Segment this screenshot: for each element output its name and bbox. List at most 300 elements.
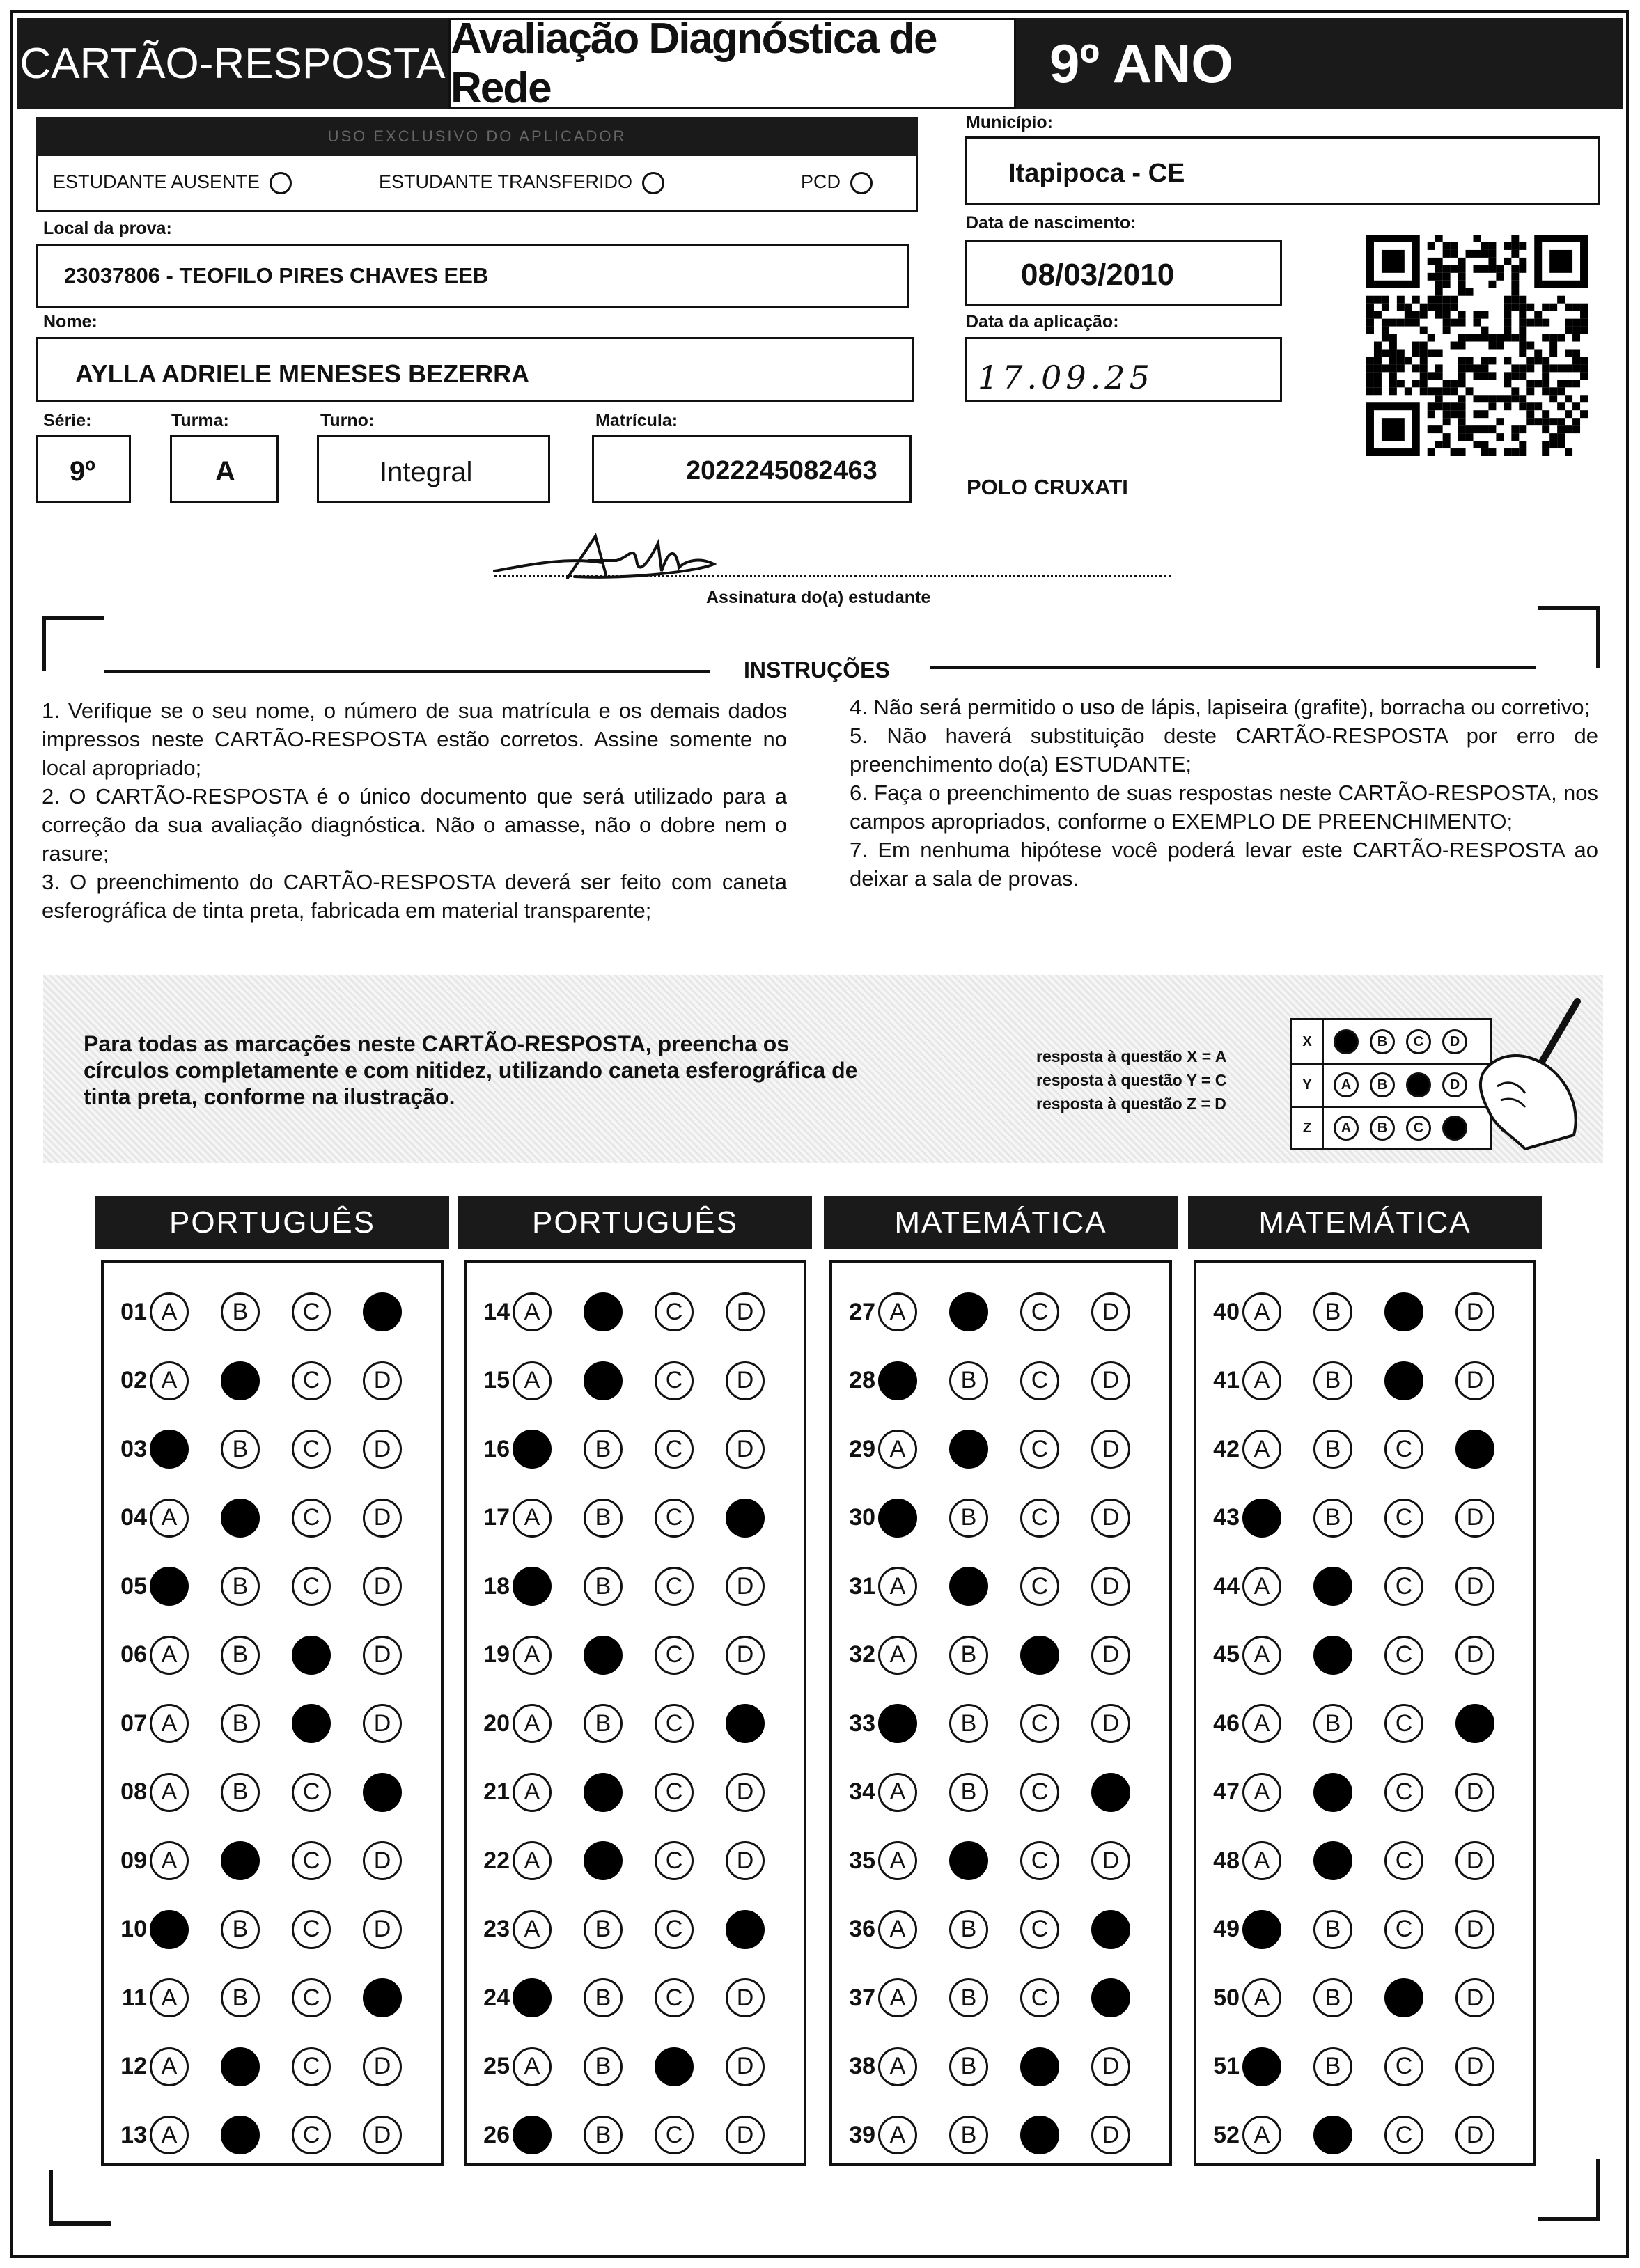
answer-bubble-c[interactable]: C xyxy=(1384,1704,1423,1743)
answer-bubble-d[interactable]: D xyxy=(1455,1292,1494,1331)
answer-bubble-b[interactable]: B xyxy=(584,1430,623,1469)
answer-bubble-d[interactable]: D xyxy=(726,1567,765,1606)
answer-bubble-b[interactable]: B xyxy=(949,1361,988,1400)
answer-options xyxy=(513,1704,765,1743)
answer-bubble-b[interactable]: B xyxy=(1313,1704,1352,1743)
example-bubble xyxy=(1406,1072,1431,1097)
answer-bubble-b[interactable]: B xyxy=(949,1704,988,1743)
instructions-right xyxy=(850,693,1598,893)
question-row xyxy=(102,1292,402,1331)
answer-bubble-a[interactable] xyxy=(513,1978,552,2017)
answer-bubble-a[interactable] xyxy=(150,1430,189,1469)
answer-bubble-b[interactable] xyxy=(584,1773,623,1812)
answer-bubble-c[interactable]: C xyxy=(292,1361,331,1400)
answer-bubble-b[interactable] xyxy=(584,1636,623,1675)
answer-bubble-c[interactable]: C xyxy=(292,2047,331,2086)
question-number: 14 xyxy=(483,1298,510,1325)
answer-options xyxy=(1242,2047,1494,2086)
answer-bubble-c[interactable]: C xyxy=(1384,1430,1423,1469)
answer-bubble-c[interactable] xyxy=(292,1704,331,1743)
answer-bubble-c[interactable]: C xyxy=(1384,1636,1423,1675)
answer-bubble-a[interactable]: A xyxy=(878,1567,917,1606)
answer-bubble-a[interactable] xyxy=(1242,2047,1281,2086)
answer-bubble-c[interactable]: C xyxy=(292,1841,331,1880)
question-row xyxy=(1195,1430,1494,1469)
answer-bubble-c[interactable]: C xyxy=(292,1910,331,1949)
answer-bubble-b[interactable]: B xyxy=(1313,1499,1352,1538)
answer-bubble-c[interactable]: C xyxy=(1384,1910,1423,1949)
answer-bubble-a[interactable]: A xyxy=(1242,1361,1281,1400)
qr-code xyxy=(1366,235,1588,456)
answer-bubble-d[interactable] xyxy=(363,1978,402,2017)
answer-bubble-d[interactable]: D xyxy=(1091,1704,1130,1743)
answer-bubble-c[interactable] xyxy=(1384,1978,1423,2017)
answer-bubble-d[interactable]: D xyxy=(1091,1499,1130,1538)
answer-bubble-b[interactable]: B xyxy=(221,1636,260,1675)
answer-bubble-d[interactable] xyxy=(1455,1430,1494,1469)
example-bubble xyxy=(1442,1116,1467,1141)
question-row xyxy=(1195,1910,1494,1949)
answer-bubble-a[interactable]: A xyxy=(513,1292,552,1331)
corner-bottom-left xyxy=(49,2170,111,2226)
answer-bubble-c[interactable] xyxy=(1020,2047,1059,2086)
answer-bubble-d[interactable]: D xyxy=(1091,1430,1130,1469)
answer-bubble-d[interactable]: D xyxy=(363,2047,402,2086)
answer-bubble-d[interactable]: D xyxy=(1455,1499,1494,1538)
pen-hand-icon xyxy=(1469,996,1588,1156)
answer-bubble-a[interactable]: A xyxy=(150,1704,189,1743)
answer-bubble-c[interactable]: C xyxy=(1020,1978,1059,2017)
answer-bubble-d[interactable]: D xyxy=(1455,2047,1494,2086)
answer-bubble-a[interactable]: A xyxy=(878,1978,917,2017)
question-number: 32 xyxy=(849,1641,875,1668)
answer-bubble-c[interactable]: C xyxy=(655,1978,694,2017)
question-row xyxy=(465,1773,765,1812)
answer-bubble-b[interactable] xyxy=(584,1292,623,1331)
question-number: 09 xyxy=(120,1847,147,1874)
answer-bubble-c[interactable]: C xyxy=(655,1292,694,1331)
answer-bubble-a[interactable]: A xyxy=(150,1978,189,2017)
answer-bubble-a[interactable]: A xyxy=(513,1841,552,1880)
answer-bubble-a[interactable] xyxy=(150,1910,189,1949)
answer-bubble-c[interactable]: C xyxy=(655,1704,694,1743)
answer-bubble-b[interactable]: B xyxy=(1313,1978,1352,2017)
question-row xyxy=(102,1773,402,1812)
answer-bubble-c[interactable]: C xyxy=(655,2116,694,2154)
answer-bubble-b[interactable]: B xyxy=(1313,1430,1352,1469)
answer-options xyxy=(513,1636,765,1675)
answer-bubble-a[interactable]: A xyxy=(878,1292,917,1331)
answer-bubble-c[interactable]: C xyxy=(1020,1841,1059,1880)
answer-bubble-d[interactable]: D xyxy=(726,1636,765,1675)
example-bubble: A xyxy=(1334,1116,1359,1141)
answer-bubble-d[interactable]: D xyxy=(726,1978,765,2017)
example-row-label: Z xyxy=(1292,1106,1324,1150)
answer-bubble-d[interactable]: D xyxy=(726,2116,765,2154)
answer-bubble-c[interactable]: C xyxy=(1020,1292,1059,1331)
example-row xyxy=(1292,1106,1490,1150)
pcd-option[interactable] xyxy=(801,171,873,194)
nascimento-label: Data de nascimento: xyxy=(966,213,1137,233)
answer-bubble-d[interactable] xyxy=(363,1773,402,1812)
question-row xyxy=(831,1978,1130,2017)
answer-bubble-b[interactable]: B xyxy=(949,1910,988,1949)
answer-bubble-b[interactable]: B xyxy=(1313,1910,1352,1949)
answer-bubble-b[interactable] xyxy=(584,1361,623,1400)
answer-bubble-c[interactable]: C xyxy=(292,1773,331,1812)
answer-bubble-d[interactable]: D xyxy=(363,1567,402,1606)
answer-bubble-b[interactable]: B xyxy=(584,1567,623,1606)
answer-bubble-b[interactable] xyxy=(949,1430,988,1469)
answer-bubble-a[interactable] xyxy=(513,2116,552,2154)
answer-options xyxy=(878,1841,1130,1880)
question-number: 37 xyxy=(849,1984,875,2011)
answer-bubble-d[interactable]: D xyxy=(1091,1361,1130,1400)
answer-bubble-d[interactable]: D xyxy=(1091,1636,1130,1675)
answer-options xyxy=(513,1361,765,1400)
answer-bubble-d[interactable]: D xyxy=(1455,1910,1494,1949)
answer-bubble-c[interactable]: C xyxy=(1384,1567,1423,1606)
answer-bubble-d[interactable] xyxy=(726,1910,765,1949)
answer-options xyxy=(150,1430,402,1469)
answer-bubble-b[interactable]: B xyxy=(221,1292,260,1331)
instruction-6: 6. Faça o preenchimento de suas respostas neste CARTÃO-RESPOSTA, nos campos apropriados, conforme o EXEMPLO DE PREENCHIMENTO; xyxy=(850,781,1598,834)
answer-bubble-d[interactable]: D xyxy=(363,1841,402,1880)
answer-bubble-a[interactable]: A xyxy=(1242,1704,1281,1743)
question-row xyxy=(465,1910,765,1949)
matricula-value: 2022245082463 xyxy=(686,456,877,485)
answer-bubble-b[interactable]: B xyxy=(1313,2047,1352,2086)
answer-bubble-d[interactable]: D xyxy=(363,1430,402,1469)
answer-bubble-d[interactable]: D xyxy=(363,1636,402,1675)
question-number: 45 xyxy=(1213,1641,1240,1668)
transferred-radio[interactable] xyxy=(642,172,664,194)
answer-options xyxy=(1242,1292,1494,1331)
answer-bubble-c[interactable]: C xyxy=(655,1841,694,1880)
answer-bubble-b[interactable]: B xyxy=(584,1704,623,1743)
matricula-label: Matrícula: xyxy=(595,411,678,430)
answer-bubble-c[interactable]: C xyxy=(292,1430,331,1469)
answer-bubble-c[interactable]: C xyxy=(1020,1567,1059,1606)
question-number: 06 xyxy=(120,1641,147,1668)
answer-bubble-d[interactable]: D xyxy=(1091,2047,1130,2086)
answer-bubble-c[interactable] xyxy=(1020,2116,1059,2154)
answer-options xyxy=(150,1910,402,1949)
answer-bubble-a[interactable] xyxy=(150,1567,189,1606)
question-row xyxy=(1195,1499,1494,1538)
answer-bubble-d[interactable] xyxy=(1091,1773,1130,1812)
question-row xyxy=(831,1292,1130,1331)
question-number: 31 xyxy=(849,1572,875,1600)
answer-bubble-a[interactable] xyxy=(878,1499,917,1538)
answer-bubble-b[interactable] xyxy=(1313,2116,1352,2154)
answer-bubble-c[interactable]: C xyxy=(1384,2047,1423,2086)
answer-bubble-c[interactable]: C xyxy=(1020,1430,1059,1469)
answer-bubble-a[interactable]: A xyxy=(150,1841,189,1880)
answer-bubble-a[interactable]: A xyxy=(878,1430,917,1469)
answer-bubble-a[interactable]: A xyxy=(878,1636,917,1675)
answer-bubble-a[interactable]: A xyxy=(1242,1567,1281,1606)
answer-bubble-c[interactable]: C xyxy=(655,1361,694,1400)
answer-bubble-d[interactable]: D xyxy=(363,1499,402,1538)
question-number: 03 xyxy=(120,1435,147,1462)
question-row xyxy=(831,1361,1130,1400)
answer-bubble-d[interactable]: D xyxy=(1455,1636,1494,1675)
answer-bubble-a[interactable]: A xyxy=(1242,1292,1281,1331)
answer-bubble-d[interactable]: D xyxy=(1455,1841,1494,1880)
answer-bubble-a[interactable]: A xyxy=(513,2047,552,2086)
answer-bubble-d[interactable]: D xyxy=(726,1292,765,1331)
example-legend xyxy=(1036,1045,1226,1116)
answer-bubble-a[interactable] xyxy=(513,1430,552,1469)
answer-bubble-c[interactable]: C xyxy=(292,1292,331,1331)
answer-bubble-a[interactable]: A xyxy=(513,1499,552,1538)
question-row xyxy=(102,1841,402,1880)
example-row-options xyxy=(1334,1072,1467,1097)
turno-value: Integral xyxy=(380,457,473,487)
answer-options xyxy=(513,2116,765,2154)
answer-bubble-b[interactable]: B xyxy=(584,2116,623,2154)
answer-bubble-a[interactable]: A xyxy=(150,2116,189,2154)
answer-bubble-a[interactable]: A xyxy=(1242,1636,1281,1675)
answer-bubble-d[interactable]: D xyxy=(726,1430,765,1469)
answer-options xyxy=(150,1841,402,1880)
answer-bubble-a[interactable]: A xyxy=(150,1361,189,1400)
example-bubble: B xyxy=(1370,1029,1395,1054)
answer-bubble-d[interactable] xyxy=(1091,1910,1130,1949)
answer-bubble-c[interactable]: C xyxy=(1020,1499,1059,1538)
question-number: 44 xyxy=(1213,1572,1240,1600)
answer-bubble-d[interactable]: D xyxy=(1091,1567,1130,1606)
answer-bubble-a[interactable]: A xyxy=(878,1773,917,1812)
answer-bubble-d[interactable] xyxy=(1091,1978,1130,2017)
answer-bubble-d[interactable]: D xyxy=(363,1910,402,1949)
answer-bubble-a[interactable]: A xyxy=(513,1361,552,1400)
answer-bubble-b[interactable] xyxy=(1313,1841,1352,1880)
answer-bubble-b[interactable]: B xyxy=(584,1978,623,2017)
answer-bubble-c[interactable]: C xyxy=(655,1773,694,1812)
answer-bubble-b[interactable] xyxy=(949,1841,988,1880)
answer-bubble-a[interactable]: A xyxy=(878,1910,917,1949)
answer-bubble-a[interactable]: A xyxy=(150,1636,189,1675)
question-row xyxy=(102,1704,402,1743)
answer-bubble-b[interactable] xyxy=(949,1567,988,1606)
answer-bubble-a[interactable] xyxy=(1242,1499,1281,1538)
answer-bubble-c[interactable]: C xyxy=(292,2116,331,2154)
answer-bubble-c[interactable]: C xyxy=(655,1910,694,1949)
turma-label: Turma: xyxy=(171,411,229,430)
answer-bubble-b[interactable]: B xyxy=(949,2116,988,2154)
answer-bubble-b[interactable]: B xyxy=(221,1978,260,2017)
answer-bubble-a[interactable]: A xyxy=(513,1910,552,1949)
answer-bubble-a[interactable]: A xyxy=(1242,2116,1281,2154)
answer-bubble-a[interactable]: A xyxy=(150,1773,189,1812)
answer-bubble-a[interactable]: A xyxy=(513,1704,552,1743)
answer-bubble-c[interactable]: C xyxy=(655,1499,694,1538)
absent-option[interactable] xyxy=(53,171,292,194)
question-row xyxy=(465,2116,765,2154)
column-title: MATEMÁTICA xyxy=(1188,1196,1542,1249)
question-number: 04 xyxy=(120,1504,147,1531)
answer-bubble-a[interactable]: A xyxy=(1242,1841,1281,1880)
example-bubble: D xyxy=(1442,1072,1467,1097)
answer-bubble-b[interactable] xyxy=(221,1361,260,1400)
answer-options xyxy=(1242,1773,1494,1812)
answer-bubble-b[interactable]: B xyxy=(1313,1292,1352,1331)
question-number: 22 xyxy=(483,1847,510,1874)
answer-bubble-d[interactable]: D xyxy=(1455,1978,1494,2017)
answer-bubble-b[interactable] xyxy=(221,1499,260,1538)
answer-bubble-d[interactable] xyxy=(363,1292,402,1331)
answer-bubble-b[interactable]: B xyxy=(221,1567,260,1606)
header-card-label xyxy=(17,18,448,109)
answer-bubble-d[interactable]: D xyxy=(1455,1567,1494,1606)
answer-bubble-b[interactable]: B xyxy=(949,1636,988,1675)
answer-bubble-d[interactable]: D xyxy=(726,1773,765,1812)
answer-bubble-b[interactable]: B xyxy=(949,1499,988,1538)
question-number: 51 xyxy=(1213,2053,1240,2079)
answer-bubble-a[interactable] xyxy=(878,1704,917,1743)
answer-bubble-b[interactable]: B xyxy=(949,1773,988,1812)
answer-bubble-c[interactable]: C xyxy=(1020,1704,1059,1743)
answer-bubble-a[interactable]: A xyxy=(150,1292,189,1331)
answer-options xyxy=(1242,1430,1494,1469)
answer-bubble-c[interactable] xyxy=(655,2047,694,2086)
question-row xyxy=(1195,1567,1494,1606)
answer-bubble-b[interactable] xyxy=(1313,1773,1352,1812)
answer-bubble-b[interactable]: B xyxy=(221,1910,260,1949)
answer-bubble-a[interactable] xyxy=(878,1361,917,1400)
answer-bubble-b[interactable] xyxy=(221,1841,260,1880)
answer-bubble-c[interactable]: C xyxy=(1384,2116,1423,2154)
answer-bubble-c[interactable]: C xyxy=(655,1567,694,1606)
example-row-options xyxy=(1334,1029,1467,1054)
legend-z: resposta à questão Z = D xyxy=(1036,1095,1226,1113)
answer-bubble-d[interactable]: D xyxy=(1091,2116,1130,2154)
question-number: 34 xyxy=(849,1778,875,1805)
column-title: PORTUGUÊS xyxy=(95,1196,449,1249)
question-row xyxy=(1195,1841,1494,1880)
question-row xyxy=(465,1499,765,1538)
example-row-label: X xyxy=(1292,1020,1324,1063)
answer-bubble-c[interactable]: C xyxy=(655,1430,694,1469)
question-number: 23 xyxy=(483,1916,510,1942)
question-number: 38 xyxy=(849,2053,875,2079)
question-row xyxy=(831,1704,1130,1743)
answer-bubble-d[interactable]: D xyxy=(726,1361,765,1400)
question-number: 29 xyxy=(849,1435,875,1462)
answer-bubble-d[interactable]: D xyxy=(726,1841,765,1880)
answer-bubble-b[interactable]: B xyxy=(584,1499,623,1538)
answer-bubble-d[interactable]: D xyxy=(1091,1292,1130,1331)
answer-bubble-a[interactable]: A xyxy=(1242,1430,1281,1469)
answer-bubble-d[interactable]: D xyxy=(1455,2116,1494,2154)
answer-bubble-a[interactable]: A xyxy=(878,1841,917,1880)
answer-bubble-b[interactable]: B xyxy=(584,1910,623,1949)
question-number: 05 xyxy=(120,1572,147,1600)
answer-bubble-a[interactable] xyxy=(513,1567,552,1606)
answer-bubble-c[interactable]: C xyxy=(1020,1361,1059,1400)
question-row xyxy=(831,1499,1130,1538)
answer-bubble-d[interactable]: D xyxy=(363,1361,402,1400)
answer-bubble-b[interactable]: B xyxy=(584,2047,623,2086)
answer-bubble-d[interactable]: D xyxy=(363,2116,402,2154)
question-number: 46 xyxy=(1213,1710,1240,1737)
answer-bubble-d[interactable] xyxy=(1455,1704,1494,1743)
answer-bubble-b[interactable]: B xyxy=(221,1430,260,1469)
answer-bubble-d[interactable]: D xyxy=(1091,1841,1130,1880)
answer-bubble-b[interactable]: B xyxy=(949,2047,988,2086)
answer-bubble-c[interactable] xyxy=(292,1636,331,1675)
answer-bubble-b[interactable] xyxy=(949,1292,988,1331)
answer-bubble-c[interactable]: C xyxy=(1020,1773,1059,1812)
question-row xyxy=(465,1567,765,1606)
instructions-rule-left xyxy=(104,670,710,673)
answer-bubble-b[interactable] xyxy=(1313,1567,1352,1606)
answer-bubble-c[interactable] xyxy=(1384,1292,1423,1331)
answer-bubble-c[interactable] xyxy=(1384,1361,1423,1400)
question-row xyxy=(1195,1361,1494,1400)
question-number: 01 xyxy=(120,1298,147,1325)
answer-bubble-c[interactable]: C xyxy=(1384,1773,1423,1812)
answer-bubble-a[interactable] xyxy=(1242,1910,1281,1949)
column-title: PORTUGUÊS xyxy=(458,1196,812,1249)
pcd-radio[interactable] xyxy=(850,172,873,194)
answer-options xyxy=(1242,2116,1494,2154)
answer-bubble-c[interactable] xyxy=(1020,1636,1059,1675)
answer-bubble-d[interactable]: D xyxy=(1455,1773,1494,1812)
nascimento-value: 08/03/2010 xyxy=(1021,258,1175,292)
question-row xyxy=(831,1430,1130,1469)
question-number: 08 xyxy=(120,1778,147,1805)
answer-bubble-c[interactable]: C xyxy=(292,1978,331,2017)
answer-bubble-d[interactable]: D xyxy=(1455,1361,1494,1400)
answer-bubble-d[interactable] xyxy=(726,1704,765,1743)
absent-radio[interactable] xyxy=(270,172,292,194)
answer-bubble-b[interactable]: B xyxy=(949,1978,988,2017)
example-bubble: B xyxy=(1370,1116,1395,1141)
answer-bubble-a[interactable]: A xyxy=(513,1773,552,1812)
answer-bubble-a[interactable]: A xyxy=(1242,1978,1281,2017)
answer-bubble-a[interactable]: A xyxy=(150,2047,189,2086)
transferred-option[interactable] xyxy=(379,171,664,194)
example-bubble: B xyxy=(1370,1072,1395,1097)
question-number: 47 xyxy=(1213,1778,1240,1805)
answer-bubble-d[interactable]: D xyxy=(726,2047,765,2086)
answer-bubble-b[interactable] xyxy=(221,2047,260,2086)
answer-bubble-b[interactable]: B xyxy=(1313,1361,1352,1400)
answer-bubble-d[interactable] xyxy=(726,1499,765,1538)
answer-bubble-a[interactable]: A xyxy=(878,2047,917,2086)
answer-bubble-c[interactable]: C xyxy=(1384,1499,1423,1538)
answer-bubble-b[interactable]: B xyxy=(221,1773,260,1812)
answer-bubble-c[interactable]: C xyxy=(1384,1841,1423,1880)
answer-bubble-c[interactable]: C xyxy=(292,1567,331,1606)
answer-bubble-c[interactable]: C xyxy=(655,1636,694,1675)
answer-bubble-a[interactable]: A xyxy=(1242,1773,1281,1812)
answer-bubble-a[interactable]: A xyxy=(513,1636,552,1675)
answer-bubble-b[interactable] xyxy=(584,1841,623,1880)
answer-bubble-d[interactable]: D xyxy=(363,1704,402,1743)
answer-bubble-b[interactable]: B xyxy=(221,1704,260,1743)
answer-bubble-b[interactable] xyxy=(221,2116,260,2154)
answer-bubble-c[interactable]: C xyxy=(292,1499,331,1538)
answer-bubble-a[interactable]: A xyxy=(878,2116,917,2154)
answer-bubble-b[interactable] xyxy=(1313,1636,1352,1675)
answer-bubble-c[interactable]: C xyxy=(1020,1910,1059,1949)
answer-bubble-a[interactable]: A xyxy=(150,1499,189,1538)
question-number: 16 xyxy=(483,1435,510,1462)
